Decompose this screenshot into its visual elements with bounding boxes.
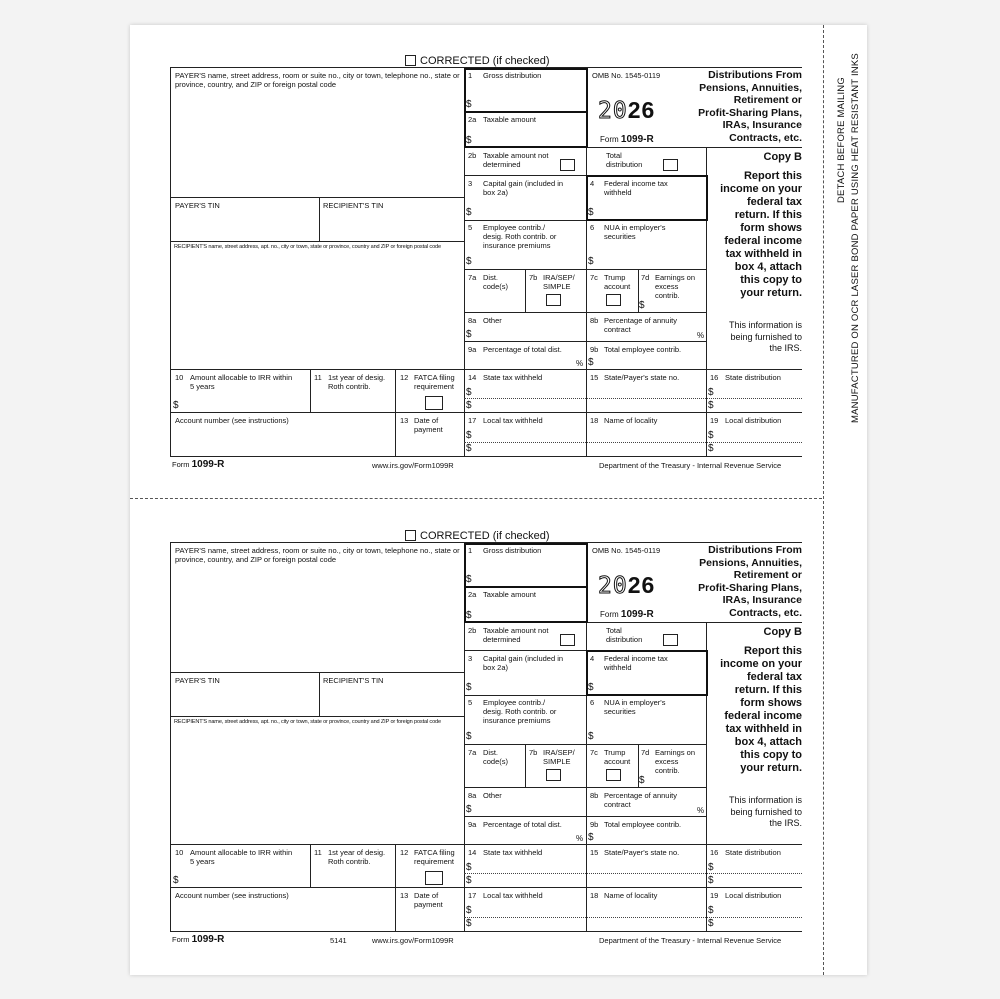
rule — [586, 622, 802, 623]
box12-number: 12 — [400, 373, 409, 382]
box9b-label: Total employee contrib. — [604, 345, 682, 354]
rule — [525, 269, 526, 312]
box8b-label: Percentage of annuity contract — [604, 791, 677, 809]
box7d-label: Earnings on excess contrib. — [655, 273, 696, 300]
box9a-percent: % — [576, 359, 584, 368]
form-name: 1099-R — [620, 134, 654, 145]
box7d-dollar: $ — [639, 300, 645, 311]
rule — [170, 672, 464, 673]
rule — [464, 312, 706, 313]
irs-info-notice: This information is being furnished to the IRS. — [728, 795, 802, 828]
box16-label: State distribution — [725, 373, 781, 382]
corrected-box-icon — [405, 55, 416, 66]
form-prefix: Form — [600, 610, 619, 619]
rule — [586, 147, 802, 148]
box7b-number: 7b — [529, 748, 538, 757]
box17-dollar-1: $ — [466, 430, 472, 441]
box4-number: 4 — [590, 654, 595, 663]
box19-label: Local distribution — [725, 891, 782, 900]
rule — [170, 241, 464, 242]
box13-label: Date of payment — [414, 891, 443, 909]
box14-label: State tax withheld — [483, 373, 543, 382]
box11-number: 11 — [314, 848, 322, 857]
tax-year-bold: 26 — [627, 572, 656, 598]
box14-dollar-2: $ — [466, 875, 472, 886]
box8b-percent: % — [697, 806, 705, 815]
box19-dollar-1: $ — [708, 905, 714, 916]
footer-url: www.irs.gov/Form1099R — [372, 461, 454, 470]
box17-dollar-1: $ — [466, 905, 472, 916]
box12-number: 12 — [400, 848, 409, 857]
box8b-number: 8b — [590, 791, 599, 800]
total-distribution-label: Total distribution — [606, 151, 643, 169]
box2b-checkbox[interactable] — [560, 159, 575, 171]
recipient-tin-label: RECIPIENT'S TIN — [323, 201, 384, 210]
payer-tin-label: PAYER'S TIN — [175, 201, 220, 210]
box5-number: 5 — [468, 698, 473, 707]
box17-label: Local tax withheld — [483, 891, 543, 900]
box14-number: 14 — [468, 373, 477, 382]
footer-form-prefix: Form — [172, 460, 190, 469]
box6-label: NUA in employer's securities — [604, 698, 666, 716]
box9a-number: 9a — [468, 820, 477, 829]
box16-dollar-1: $ — [708, 387, 714, 398]
box7c-label: Trump account — [604, 748, 631, 766]
box8a-dollar: $ — [466, 804, 472, 815]
footer-form-name: 1099-R — [191, 934, 225, 945]
form-number — [600, 610, 654, 620]
box1-dollar: $ — [466, 574, 472, 585]
box17-label: Local tax withheld — [483, 416, 543, 425]
box7b-label: IRA/SEP/ SIMPLE — [543, 748, 575, 766]
box14-dollar-1: $ — [466, 862, 472, 873]
footer-form-prefix: Form — [172, 935, 190, 944]
account-number-label: Account number (see instructions) — [175, 891, 289, 900]
payer-name-label: PAYER'S name, street address, room or suite no., city or town, telephone no., state or province, country, and ZIP or foreign postal code — [175, 546, 460, 564]
box12-label: FATCA filing requirement — [414, 373, 455, 391]
box2b-label: Taxable amount not determined — [483, 151, 549, 169]
box8b-label: Percentage of annuity contract — [604, 316, 677, 334]
box2a-dollar: $ — [466, 610, 472, 621]
rule — [170, 456, 802, 457]
box9b-label: Total employee contrib. — [604, 820, 682, 829]
box16-dollar-1: $ — [708, 862, 714, 873]
box6-number: 6 — [590, 698, 595, 707]
rule — [319, 672, 320, 716]
box18-number: 18 — [590, 891, 599, 900]
copy-b-label: Copy B — [763, 151, 802, 163]
box18-label: Name of locality — [604, 891, 658, 900]
box2a-label: Taxable amount — [483, 115, 536, 124]
detach-notice: DETACH BEFORE MAILING — [836, 77, 847, 203]
box11-label: 1st year of desig. Roth contrib. — [328, 373, 386, 391]
rule — [170, 369, 802, 370]
total-distribution-checkbox[interactable] — [663, 634, 678, 646]
box13-label: Date of payment — [414, 416, 443, 434]
box9b-dollar: $ — [588, 832, 594, 843]
rule — [319, 197, 320, 241]
corrected-label: CORRECTED (if checked) — [420, 530, 550, 542]
box5-dollar: $ — [466, 256, 472, 267]
rule — [170, 542, 171, 932]
box16-label: State distribution — [725, 848, 781, 857]
box17-number: 17 — [468, 891, 477, 900]
box14-number: 14 — [468, 848, 477, 857]
rule — [170, 67, 171, 457]
box2b-label: Taxable amount not determined — [483, 626, 549, 644]
box14-label: State tax withheld — [483, 848, 543, 857]
box16-number: 16 — [710, 373, 719, 382]
box5-dollar: $ — [466, 731, 472, 742]
box7c-checkbox[interactable] — [606, 294, 621, 306]
box7a-label: Dist. code(s) — [483, 273, 509, 291]
tax-year-outline: 20 — [598, 573, 628, 599]
box2b-checkbox[interactable] — [560, 634, 575, 646]
form-number — [600, 135, 654, 145]
box10-dollar: $ — [173, 400, 179, 411]
rule — [395, 844, 396, 932]
box19-dollar-2: $ — [708, 443, 714, 454]
box9b-number: 9b — [590, 345, 599, 354]
box10-label: Amount allocable to IRR within 5 years — [190, 373, 293, 391]
box10-number: 10 — [175, 373, 184, 382]
tax-year-bold: 26 — [627, 97, 656, 123]
rule-dotted — [464, 442, 802, 444]
box1-label: Gross distribution — [483, 71, 542, 80]
box14-dollar-2: $ — [466, 400, 472, 411]
box9a-label: Percentage of total dist. — [483, 345, 562, 354]
omb-number: OMB No. 1545-0119 — [592, 546, 661, 555]
box7a-number: 7a — [468, 748, 477, 757]
corrected-box-icon — [405, 530, 416, 541]
rule — [464, 341, 706, 342]
box11-number: 11 — [314, 373, 322, 382]
payer-tin-label: PAYER'S TIN — [175, 676, 220, 685]
copy-b-label: Copy B — [763, 626, 802, 638]
box8a-number: 8a — [468, 791, 477, 800]
rule — [170, 931, 802, 932]
rule — [170, 197, 464, 198]
box10-label: Amount allocable to IRR within 5 years — [190, 848, 293, 866]
box3-dollar: $ — [466, 682, 472, 693]
rule — [464, 787, 706, 788]
box8a-number: 8a — [468, 316, 477, 325]
box12-label: FATCA filing requirement — [414, 848, 455, 866]
box3-label: Capital gain (included in box 2a) — [483, 654, 564, 672]
box9b-dollar: $ — [588, 357, 594, 368]
box4-number: 4 — [590, 179, 595, 188]
box17-dollar-2: $ — [466, 443, 472, 454]
tax-year — [598, 573, 655, 598]
box12-checkbox[interactable] — [425, 396, 443, 410]
omb-number: OMB No. 1545-0119 — [592, 71, 661, 80]
box8a-dollar: $ — [466, 329, 472, 340]
total-distribution-checkbox[interactable] — [663, 159, 678, 171]
box2a-number: 2a — [468, 590, 477, 599]
box15-label: State/Payer's state no. — [604, 848, 680, 857]
box16-number: 16 — [710, 848, 719, 857]
box2b-number: 2b — [468, 626, 477, 635]
rule — [170, 887, 802, 888]
box17-number: 17 — [468, 416, 477, 425]
box4-label: Federal income tax withheld — [604, 654, 668, 672]
box15-number: 15 — [590, 848, 599, 857]
report-instructions: Report this income on your federal tax return. If this form shows federal income tax withheld in box 4, attach this copy to your return. — [720, 170, 802, 299]
box6-number: 6 — [590, 223, 595, 232]
box2b-number: 2b — [468, 151, 477, 160]
footer-url: www.irs.gov/Form1099R — [372, 936, 454, 945]
box8a-label: Other — [483, 791, 502, 800]
rule — [170, 844, 802, 845]
form-title: Distributions From Pensions, Annuities, Retirement or Profit-Sharing Plans, IRAs, Insurance Contracts, etc. — [698, 69, 802, 144]
box13-number: 13 — [400, 891, 409, 900]
box1-number: 1 — [468, 71, 473, 80]
box18-label: Name of locality — [604, 416, 658, 425]
rule — [525, 744, 526, 787]
tax-year-outline: 20 — [598, 98, 628, 124]
box3-number: 3 — [468, 179, 473, 188]
box6-label: NUA in employer's securities — [604, 223, 666, 241]
box6-dollar: $ — [588, 731, 594, 742]
box16-dollar-2: $ — [708, 875, 714, 886]
box19-number: 19 — [710, 416, 719, 425]
box4-dollar: $ — [588, 682, 594, 693]
box1-number: 1 — [468, 546, 473, 555]
box2a-dollar: $ — [466, 135, 472, 146]
paper-notice: MANUFACTURED ON OCR LASER BOND PAPER USING HEAT RESISTANT INKS — [850, 53, 861, 423]
box1-label: Gross distribution — [483, 546, 542, 555]
box8b-percent: % — [697, 331, 705, 340]
rule — [310, 844, 311, 887]
box9b-number: 9b — [590, 820, 599, 829]
total-distribution-label: Total distribution — [606, 626, 643, 644]
recipient-name-label: RECIPIENT'S name, street address, apt. no., city or town, state or province, country and ZIP or foreign postal code — [174, 244, 441, 250]
account-number-label: Account number (see instructions) — [175, 416, 289, 425]
box2a-label: Taxable amount — [483, 590, 536, 599]
box16-dollar-2: $ — [708, 400, 714, 411]
rule — [464, 269, 706, 270]
box15-label: State/Payer's state no. — [604, 373, 680, 382]
box14-dollar-1: $ — [466, 387, 472, 398]
box7d-dollar: $ — [639, 775, 645, 786]
box5-label: Employee contrib./ desig. Roth contrib. or insurance premiums — [483, 698, 557, 725]
footer-department: Department of the Treasury - Internal Revenue Service — [599, 461, 782, 470]
box5-label: Employee contrib./ desig. Roth contrib. or insurance premiums — [483, 223, 557, 250]
tax-year — [598, 98, 655, 123]
rule-dotted — [464, 398, 802, 400]
box7d-number: 7d — [641, 748, 650, 757]
corrected-checkbox[interactable] — [405, 55, 550, 67]
footer-catalog-number: 5141 — [330, 936, 347, 945]
box7b-checkbox[interactable] — [546, 294, 561, 306]
box7c-number: 7c — [590, 273, 598, 282]
box10-number: 10 — [175, 848, 184, 857]
form-name: 1099-R — [620, 609, 654, 620]
box8a-label: Other — [483, 316, 502, 325]
corrected-label: CORRECTED (if checked) — [420, 55, 550, 67]
box9a-label: Percentage of total dist. — [483, 820, 562, 829]
corrected-checkbox[interactable] — [405, 530, 550, 542]
form-1099r-copy-top — [0, 0, 1000, 480]
box3-dollar: $ — [466, 207, 472, 218]
box10-dollar: $ — [173, 875, 179, 886]
box7c-number: 7c — [590, 748, 598, 757]
footer-form-name: 1099-R — [191, 459, 225, 470]
report-instructions: Report this income on your federal tax return. If this form shows federal income tax withheld in box 4, attach this copy to your return. — [720, 645, 802, 774]
box8b-number: 8b — [590, 316, 599, 325]
footer-department: Department of the Treasury - Internal Revenue Service — [599, 936, 782, 945]
box4-label: Federal income tax withheld — [604, 179, 668, 197]
box15-number: 15 — [590, 373, 599, 382]
box1-dollar: $ — [466, 99, 472, 110]
rule — [310, 369, 311, 412]
box7c-checkbox[interactable] — [606, 769, 621, 781]
box19-dollar-2: $ — [708, 918, 714, 929]
box17-dollar-2: $ — [466, 918, 472, 929]
box7b-checkbox[interactable] — [546, 769, 561, 781]
box13-number: 13 — [400, 416, 409, 425]
footer-form-id — [172, 935, 224, 945]
irs-info-notice: This information is being furnished to the IRS. — [728, 320, 802, 353]
box7d-number: 7d — [641, 273, 650, 282]
recipient-tin-label: RECIPIENT'S TIN — [323, 676, 384, 685]
form-1099r-copy-bottom — [0, 475, 1000, 955]
box4-dollar: $ — [588, 207, 594, 218]
box7a-number: 7a — [468, 273, 477, 282]
rule — [395, 369, 396, 457]
box19-number: 19 — [710, 891, 719, 900]
box9a-percent: % — [576, 834, 584, 843]
rule-dotted — [464, 873, 802, 875]
box7d-label: Earnings on excess contrib. — [655, 748, 696, 775]
recipient-name-label: RECIPIENT'S name, street address, apt. no., city or town, state or province, country and ZIP or foreign postal code — [174, 719, 441, 725]
box2a-number: 2a — [468, 115, 477, 124]
box11-label: 1st year of desig. Roth contrib. — [328, 848, 386, 866]
box3-label: Capital gain (included in box 2a) — [483, 179, 564, 197]
rule-dotted — [464, 917, 802, 919]
form-title: Distributions From Pensions, Annuities, Retirement or Profit-Sharing Plans, IRAs, Insurance Contracts, etc. — [698, 544, 802, 619]
footer-form-id — [172, 460, 224, 470]
box7b-label: IRA/SEP/ SIMPLE — [543, 273, 575, 291]
box9a-number: 9a — [468, 345, 477, 354]
box3-number: 3 — [468, 654, 473, 663]
form-prefix: Form — [600, 135, 619, 144]
box19-dollar-1: $ — [708, 430, 714, 441]
rule — [170, 716, 464, 717]
box7c-label: Trump account — [604, 273, 631, 291]
rule — [170, 412, 802, 413]
rule — [464, 744, 706, 745]
box18-number: 18 — [590, 416, 599, 425]
box7b-number: 7b — [529, 273, 538, 282]
box7a-label: Dist. code(s) — [483, 748, 509, 766]
box19-label: Local distribution — [725, 416, 782, 425]
box12-checkbox[interactable] — [425, 871, 443, 885]
box6-dollar: $ — [588, 256, 594, 267]
rule — [464, 816, 706, 817]
payer-name-label: PAYER'S name, street address, room or suite no., city or town, telephone no., state or province, country, and ZIP or foreign postal code — [175, 71, 460, 89]
box5-number: 5 — [468, 223, 473, 232]
